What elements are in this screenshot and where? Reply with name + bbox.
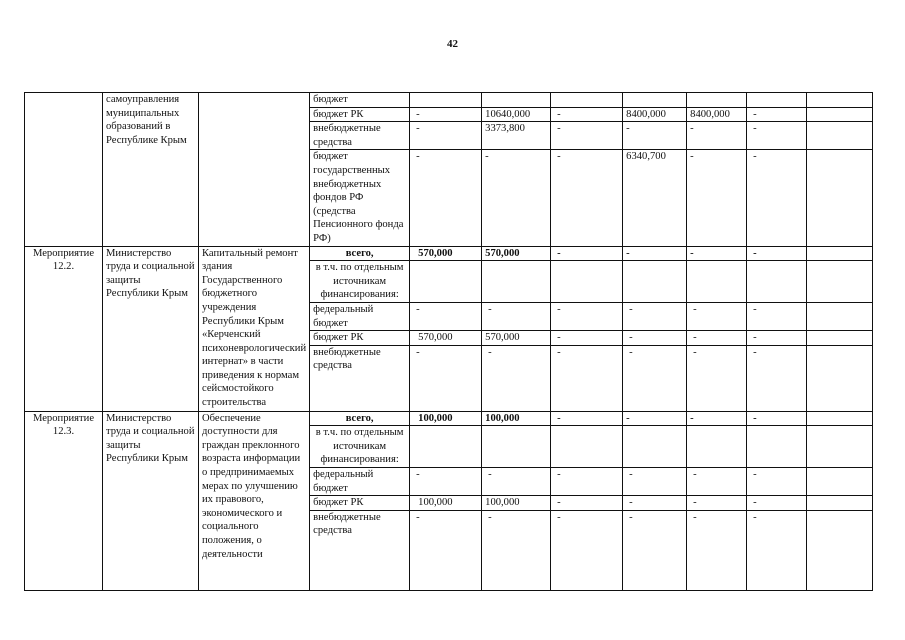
value-cell: - [687, 510, 747, 590]
value-cell [482, 261, 551, 303]
value-cell [807, 122, 873, 150]
value-cell: 6340,700 [623, 150, 687, 246]
value-cell: - [551, 496, 623, 511]
value-cell: 570,000 [410, 331, 482, 346]
value-cell [807, 510, 873, 590]
value-cell [807, 411, 873, 426]
value-cell [482, 93, 551, 108]
value-cell: - [623, 411, 687, 426]
value-cell: - [482, 510, 551, 590]
value-cell [807, 302, 873, 330]
value-cell: - [551, 150, 623, 246]
value-cell: - [410, 107, 482, 122]
measure-id-cell: Мероприятие 12.2. [25, 246, 103, 411]
value-cell [747, 426, 807, 468]
value-cell: 100,000 [410, 496, 482, 511]
value-cell: - [687, 468, 747, 496]
value-cell [807, 496, 873, 511]
value-cell [410, 93, 482, 108]
value-cell [410, 426, 482, 468]
executor-cell: Министерство труда и социальной защиты Республики Крым [103, 246, 199, 411]
value-cell: 570,000 [482, 331, 551, 346]
page-number: 42 [447, 38, 458, 50]
value-cell [687, 426, 747, 468]
value-cell: - [747, 302, 807, 330]
value-cell [807, 426, 873, 468]
value-cell: - [551, 107, 623, 122]
executor-cell: самоуправления муниципальных образований в Республике Крым [103, 93, 199, 247]
value-cell: 10640,000 [482, 107, 551, 122]
sub-label: в т.ч. по отдельным источникам финансирования: [310, 426, 410, 468]
value-cell: - [623, 302, 687, 330]
measure-id-cell: Мероприятие 12.3. [25, 411, 103, 590]
value-cell: - [747, 331, 807, 346]
value-cell: - [747, 345, 807, 411]
source-cell: бюджет РК [310, 107, 410, 122]
value-cell: - [551, 246, 623, 261]
value-cell [807, 93, 873, 108]
source-cell: внебюджетные средства [310, 510, 410, 590]
value-cell [807, 107, 873, 122]
value-cell: - [747, 107, 807, 122]
value-cell: - [747, 496, 807, 511]
source-cell: бюджет РК [310, 496, 410, 511]
description-cell [199, 93, 310, 247]
source-cell: внебюджетные средства [310, 122, 410, 150]
value-cell: - [747, 411, 807, 426]
value-cell: - [551, 331, 623, 346]
value-cell: - [551, 468, 623, 496]
value-cell [623, 93, 687, 108]
value-cell: - [687, 302, 747, 330]
value-cell: - [410, 345, 482, 411]
measure-id-cell [25, 93, 103, 247]
value-cell: - [687, 150, 747, 246]
sub-label: в т.ч. по отдельным источникам финансирования: [310, 261, 410, 303]
value-cell: - [482, 150, 551, 246]
table-row [25, 411, 873, 426]
value-cell: - [551, 122, 623, 150]
value-cell [551, 426, 623, 468]
value-cell: - [747, 468, 807, 496]
value-cell: - [747, 150, 807, 246]
value-cell: 570,000 [482, 246, 551, 261]
value-cell: - [623, 468, 687, 496]
source-cell: бюджет государственных внебюджетных фондов РФ (средства Пенсионного фонда РФ) [310, 150, 410, 246]
value-cell: 100,000 [482, 411, 551, 426]
executor-cell: Министерство труда и социальной защиты Республики Крым [103, 411, 199, 590]
total-label: всего, [310, 411, 410, 426]
source-cell: внебюджетные средства [310, 345, 410, 411]
value-cell: - [551, 510, 623, 590]
value-cell [687, 93, 747, 108]
value-cell [807, 246, 873, 261]
table-row [25, 246, 873, 261]
value-cell: - [747, 510, 807, 590]
value-cell [807, 468, 873, 496]
source-cell: бюджет [310, 93, 410, 108]
value-cell [623, 261, 687, 303]
value-cell: - [687, 122, 747, 150]
value-cell [807, 345, 873, 411]
value-cell: - [747, 246, 807, 261]
value-cell: - [687, 411, 747, 426]
value-cell: 8400,000 [623, 107, 687, 122]
value-cell [482, 426, 551, 468]
value-cell: - [482, 345, 551, 411]
value-cell [551, 261, 623, 303]
value-cell: 100,000 [410, 411, 482, 426]
value-cell: - [747, 122, 807, 150]
value-cell: - [410, 122, 482, 150]
value-cell: - [687, 496, 747, 511]
value-cell: - [623, 345, 687, 411]
value-cell: - [551, 302, 623, 330]
value-cell: - [623, 122, 687, 150]
value-cell [747, 93, 807, 108]
description-cell: Капитальный ремонт здания Государственного бюджетного учреждения Республики Крым «Керченский психоневрологический интернат» в части приведения к нормам сейсмостойкого строительства [199, 246, 310, 411]
value-cell [807, 150, 873, 246]
source-cell: бюджет РК [310, 331, 410, 346]
value-cell: - [623, 331, 687, 346]
value-cell: - [410, 468, 482, 496]
value-cell [807, 331, 873, 346]
value-cell [623, 426, 687, 468]
value-cell: - [551, 345, 623, 411]
value-cell: - [410, 150, 482, 246]
table-row [25, 93, 873, 108]
value-cell: 8400,000 [687, 107, 747, 122]
value-cell [410, 261, 482, 303]
value-cell: - [687, 246, 747, 261]
budget-table [24, 92, 873, 591]
value-cell: - [410, 510, 482, 590]
value-cell: - [551, 411, 623, 426]
value-cell: 570,000 [410, 246, 482, 261]
value-cell: - [410, 302, 482, 330]
value-cell [807, 261, 873, 303]
source-cell: федеральный бюджет [310, 302, 410, 330]
value-cell [747, 261, 807, 303]
description-cell: Обеспечение доступности для граждан преклонного возраста информации о предпринимаемых мерах по улучшению их правового, экономического и социального положения, о деятельности [199, 411, 310, 590]
value-cell: - [687, 331, 747, 346]
value-cell: - [687, 345, 747, 411]
value-cell: 100,000 [482, 496, 551, 511]
value-cell: - [482, 302, 551, 330]
value-cell [551, 93, 623, 108]
value-cell: - [482, 468, 551, 496]
total-label: всего, [310, 246, 410, 261]
value-cell [687, 261, 747, 303]
value-cell: - [623, 510, 687, 590]
value-cell: 3373,800 [482, 122, 551, 150]
value-cell: - [623, 246, 687, 261]
source-cell: федеральный бюджет [310, 468, 410, 496]
value-cell: - [623, 496, 687, 511]
